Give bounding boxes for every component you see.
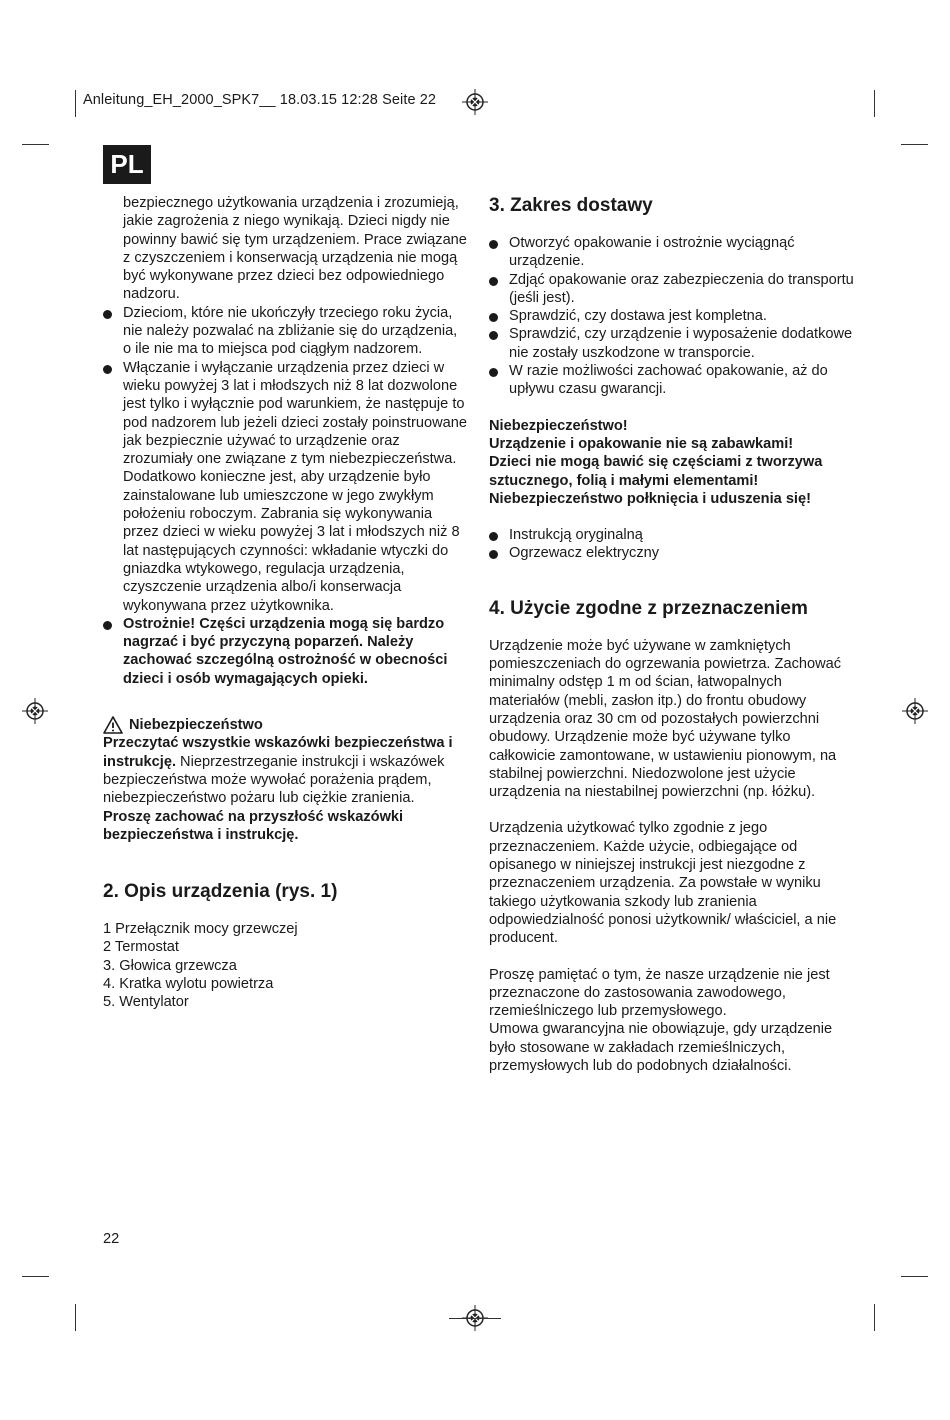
warning-lead: Przeczytać wszystkie wskazówki bezpieczeństwa i instrukcję. xyxy=(103,735,453,770)
crop-mark xyxy=(449,1318,501,1319)
danger-line: Dzieci nie mogą bawić się częściami z tworzywa sztucznego, folią i małymi elementami! xyxy=(489,454,823,489)
warning-body: Nieprzestrzeganie instrukcji i wskazówek bezpieczeństwa może wywołać porażenia prądem, niebezpieczeństwo pożaru lub ciężkie zranienia. xyxy=(103,753,445,807)
crop-mark xyxy=(22,1276,49,1277)
danger-notice xyxy=(489,417,854,508)
warning-title-text: Niebezpieczeństwo xyxy=(129,717,263,734)
list-item: 3. Głowica grzewcza xyxy=(103,957,237,974)
page-number: 22 xyxy=(103,1231,120,1247)
section-heading: 2. Opis urządzenia (rys. 1) xyxy=(103,881,338,903)
list-item: Instrukcją oryginalną xyxy=(489,526,854,544)
delivery-bullet-list xyxy=(489,234,854,399)
language-badge: PL xyxy=(103,145,151,184)
intro-paragraph: bezpiecznego użytkowania urządzenia i zrozumieją, jakie zagrożenia z niego wynikają. Dzieci nigdy nie powinny bawić się tym urządzeniem. Prace związane z czyszczeniem i konserwacją urządzenia nie mogą być wykonywane przez dzieci bez odpowiedniego nadzoru. xyxy=(123,195,467,303)
right-column xyxy=(489,194,854,1075)
danger-line: Niebezpieczeństwo! xyxy=(489,417,628,434)
paragraph: Urządzenie może być używane w zamkniętych pomieszczeniach do ogrzewania powietrza. Zachować minimalny odstęp 1 m od ścian, łatwopalnych materiałów (mebli, zasłon itp.) do frontu obudowy urządzenia oraz 30 cm od pozostałych powierzchni obudowy. Urządzenie może być używane tylko całkowicie zamontowane, w ustawieniu pionowym, na stabilnej powierzchni. Niedozwolone jest użycie urządzenia na niestabilnej powierzchni (np. łóżku). xyxy=(489,637,842,801)
paragraph: Umowa gwarancyjna nie obowiązuje, gdy urządzenie było stosowane w zakładach rzemieślniczych, przemysłowych lub do podobnych działalności. xyxy=(489,1021,833,1074)
section-heading: 4. Użycie zgodne z przeznaczeniem xyxy=(489,597,808,619)
crop-mark xyxy=(75,1304,76,1331)
crop-mark xyxy=(901,1276,928,1277)
crop-mark xyxy=(22,144,49,145)
list-item: Otworzyć opakowanie i ostrożnie wyciągnąć urządzenie. xyxy=(489,234,854,271)
list-item: Ogrzewacz elektryczny xyxy=(489,544,854,562)
list-item: 1 Przełącznik mocy grzewczej xyxy=(103,921,298,938)
crop-mark xyxy=(901,144,928,145)
crop-mark xyxy=(75,90,76,117)
crop-mark xyxy=(874,90,875,117)
list-item: W razie możliwości zachować opakowanie, aż do upływu czasu gwarancji. xyxy=(489,362,854,399)
registration-mark-icon xyxy=(462,89,488,115)
parts-list xyxy=(103,920,468,1011)
warning-closing: Proszę zachować na przyszłość wskazówki bezpieczeństwa i instrukcję. xyxy=(103,808,404,843)
left-column xyxy=(103,194,468,1012)
list-item: Zdjąć opakowanie oraz zabezpieczenia do transportu (jeśli jest). xyxy=(489,271,854,308)
list-item: 4. Kratka wylotu powietrza xyxy=(103,975,274,992)
registration-mark-icon xyxy=(902,698,928,724)
list-item: Sprawdzić, czy dostawa jest kompletna. xyxy=(489,307,854,325)
paragraph: Proszę pamiętać o tym, że nasze urządzenie nie jest przeznaczone do zastosowania zawodowego, rzemieślniczego lub przemysłowego. xyxy=(489,966,830,1020)
list-item: Włączanie i wyłączanie urządzenia przez dzieci w wieku powyżej 3 lat i młodszych niż 8 lat dozwolone jest tylko i wyłącznie pod warunkiem, że następuje to pod nadzorem lub jeżeli dzieci zostały poinstruowane jak bezpiecznie używać to urządzenie oraz zrozumiały one związane z tym niebezpieczeństwa. Dodatkowo konieczne jest, aby urządzenie było zainstalowane lub umieszczone w jego zwykłym położeniu roboczym. Zabrania się wykonywania przez dzieci w wieku powyżej 3 lat i młodszych niż 8 lat następujących czynności: wkładanie wtyczki do gniazdka wtykowego, regulacja urządzenia, czyszczenie urządzenia albo/i konserwacja wykonywana przez użytkownika. xyxy=(103,359,468,615)
warning-paragraph xyxy=(103,734,468,807)
section-heading: 3. Zakres dostawy xyxy=(489,195,653,216)
danger-line: Urządzenie i opakowanie nie są zabawkami! xyxy=(489,435,794,452)
list-item: Dzieciom, które nie ukończyły trzeciego roku życia, nie należy pozwalać na zbliżanie się do urządzenia, o ile nie ma to miejsca pod ciągłym nadzorem. xyxy=(103,304,468,359)
crop-mark xyxy=(874,1304,875,1331)
paragraph: Urządzenia użytkować tylko zgodnie z jego przeznaczeniem. Każde użycie, odbiegające od opisanego w niniejszej instrukcji jest niezgodne z przeznaczeniem urządzenia. Za powstałe w wyniku takiego użytkowania szkody lub zranienia odpowiedzialność ponosi użytkownik/ właściciel, a nie producent. xyxy=(489,820,837,947)
registration-mark-icon xyxy=(22,698,48,724)
safety-bullet-list xyxy=(103,304,468,688)
danger-line: Niebezpieczeństwo połknięcia i uduszenia się! xyxy=(489,490,811,507)
list-item: 5. Wentylator xyxy=(103,994,189,1011)
warning-title xyxy=(103,716,468,734)
warning-triangle-icon xyxy=(103,716,123,734)
print-slug: Anleitung_EH_2000_SPK7__ 18.03.15 12:28 Seite 22 xyxy=(83,92,437,108)
list-item: 2 Termostat xyxy=(103,939,179,956)
package-contents-list xyxy=(489,526,854,563)
list-item: Sprawdzić, czy urządzenie i wyposażenie dodatkowe nie zostały uszkodzone w transporcie. xyxy=(489,325,854,362)
list-item: Ostrożnie! Części urządzenia mogą się bardzo nagrzać i być przyczyną poparzeń. Należy zachować szczególną ostrożność w obecności dzieci i osób wymagających opieki. xyxy=(103,615,468,688)
